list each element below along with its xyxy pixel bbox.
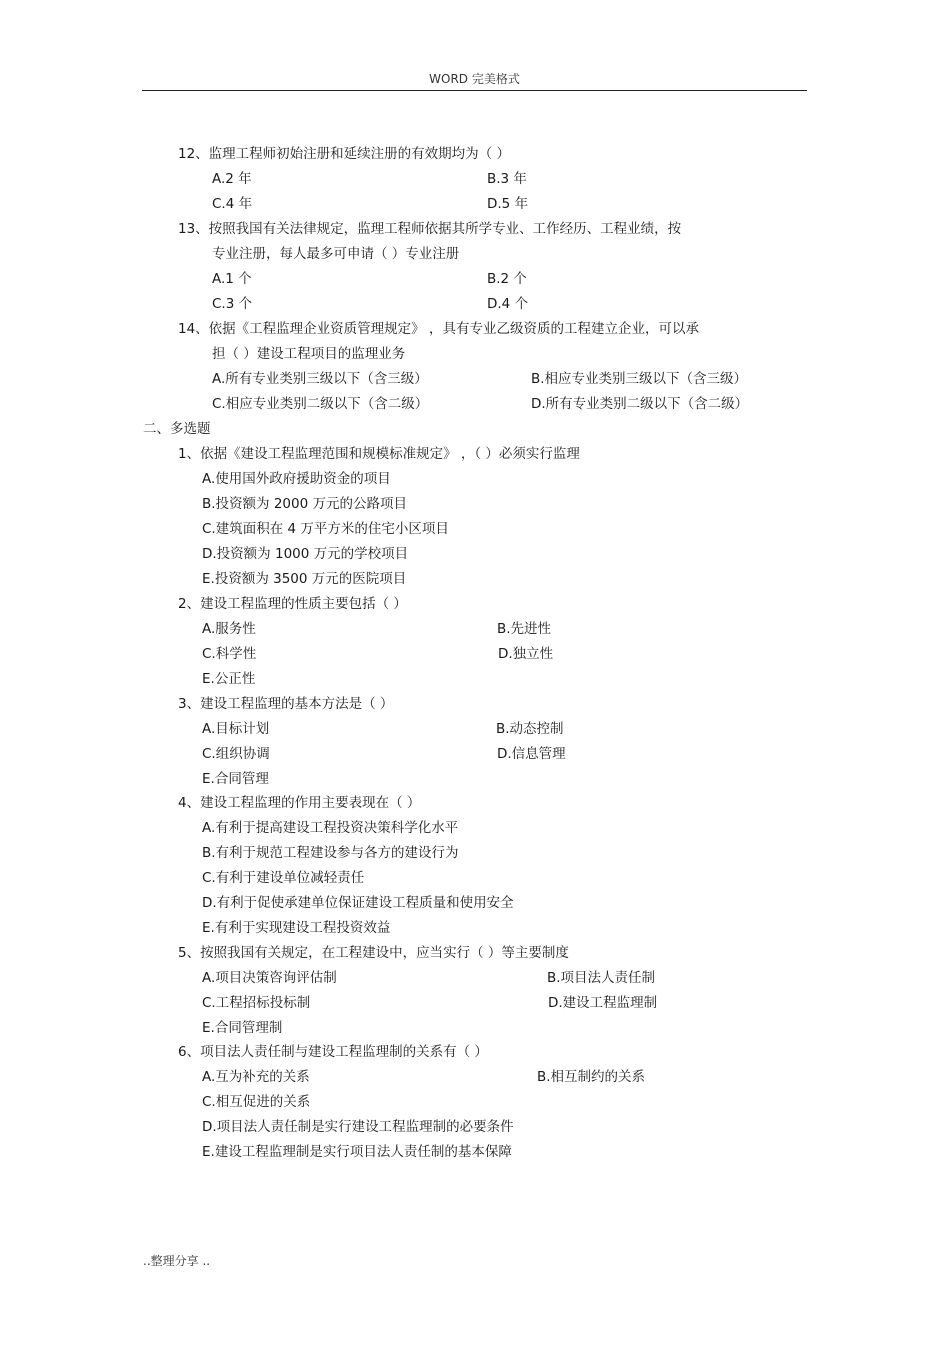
question-12-option-c: C.4 年 [212, 196, 253, 212]
multi-question-4-option-e: E.有利于实现建设工程投资效益 [202, 920, 391, 936]
multi-question-3-stem: 3、建设工程监理的基本方法是（ ） [178, 696, 394, 712]
question-13-option-c: C.3 个 [212, 296, 253, 312]
multi-question-5-option-a: A.项目决策咨询评估制 [202, 970, 337, 986]
question-12-option-d: D.5 年 [487, 196, 529, 212]
multi-question-1-option-b: B.投资额为 2000 万元的公路项目 [202, 496, 407, 512]
multi-question-1-option-e: E.投资额为 3500 万元的医院项目 [202, 571, 407, 587]
multi-question-2-option-b: B.先进性 [497, 621, 552, 637]
question-14-stem-line2: 担（ ）建设工程项目的监理业务 [212, 346, 406, 362]
question-13-option-a: A.1 个 [212, 271, 252, 287]
multi-question-4-option-c: C.有利于建设单位减轻责任 [202, 870, 365, 886]
question-12-option-b: B.3 年 [487, 171, 527, 187]
multi-question-1-option-c: C.建筑面积在 4 万平方米的住宅小区项目 [202, 521, 449, 537]
question-14-option-a: A.所有专业类别三级以下（含三级） [212, 371, 428, 387]
multi-question-4-option-d: D.有利于促使承建单位保证建设工程质量和使用安全 [202, 895, 514, 911]
question-13-stem-line1: 13、按照我国有关法律规定，监理工程师依据其所学专业、工作经历、工程业绩，按 [178, 221, 682, 237]
multi-question-6-stem: 6、项目法人责任制与建设工程监理制的关系有（ ） [178, 1044, 488, 1060]
multi-question-5-stem: 5、按照我国有关规定，在工程建设中，应当实行（ ）等主要制度 [178, 945, 569, 961]
multi-question-1-stem: 1、依据《建设工程监理范围和规模标准规定》 ，（ ）必须实行监理 [178, 446, 580, 462]
multi-question-6-option-c: C.相互促进的关系 [202, 1094, 311, 1110]
question-14-option-b: B.相应专业类别三级以下（含三级） [531, 371, 748, 387]
question-13-option-d: D.4 个 [487, 296, 529, 312]
question-14-option-c: C.相应专业类别二级以下（含二级） [212, 396, 429, 412]
multi-question-5-option-d: D.建设工程监理制 [548, 995, 658, 1011]
multi-question-3-option-d: D.信息管理 [497, 746, 566, 762]
multi-question-2-option-e: E.公正性 [202, 671, 256, 687]
multi-question-5-option-b: B.项目法人责任制 [547, 970, 656, 986]
question-14-stem-line1: 14、依据《工程监理企业资质管理规定》 ，具有专业乙级资质的工程建立企业，可以承 [178, 321, 699, 337]
multi-question-6-option-d: D.项目法人责任制是实行建设工程监理制的必要条件 [202, 1119, 514, 1135]
question-13-stem-line2: 专业注册，每人最多可申请（ ）专业注册 [212, 246, 460, 262]
multi-question-6-option-a: A.互为补充的关系 [202, 1069, 310, 1085]
multi-question-3-option-c: C.组织协调 [202, 746, 270, 762]
multi-question-3-option-a: A.目标计划 [202, 721, 270, 737]
page-header-title: WORD 完美格式 [429, 72, 520, 86]
multi-question-6-option-e: E.建设工程监理制是实行项目法人责任制的基本保障 [202, 1144, 512, 1160]
multi-question-1-option-d: D.投资额为 1000 万元的学校项目 [202, 546, 409, 562]
question-14-option-d: D.所有专业类别二级以下（含二级） [531, 396, 749, 412]
question-12-stem: 12、监理工程师初始注册和延续注册的有效期均为（ ） [178, 146, 510, 162]
multi-question-1-option-a: A.使用国外政府援助资金的项目 [202, 471, 391, 487]
multi-question-4-option-b: B.有利于规范工程建设参与各方的建设行为 [202, 845, 459, 861]
header-divider [142, 90, 807, 91]
section-heading-multiple-choice: 二、多选题 [143, 421, 211, 437]
multi-question-2-stem: 2、建设工程监理的性质主要包括（ ） [178, 596, 407, 612]
multi-question-5-option-e: E.合同管理制 [202, 1020, 283, 1036]
multi-question-2-option-a: A.服务性 [202, 621, 256, 637]
multi-question-2-option-c: C.科学性 [202, 646, 257, 662]
multi-question-3-option-e: E.合同管理 [202, 771, 269, 787]
multi-question-3-option-b: B.动态控制 [496, 721, 564, 737]
multi-question-4-option-a: A.有利于提高建设工程投资决策科学化水平 [202, 820, 459, 836]
multi-question-4-stem: 4、建设工程监理的作用主要表现在（ ） [178, 795, 421, 811]
page-footer-text: ..整理分享 .. [143, 1254, 211, 1268]
question-13-option-b: B.2 个 [487, 271, 527, 287]
multi-question-5-option-c: C.工程招标投标制 [202, 995, 311, 1011]
multi-question-6-option-b: B.相互制约的关系 [537, 1069, 646, 1085]
multi-question-2-option-d: D.独立性 [498, 646, 554, 662]
question-12-option-a: A.2 年 [212, 171, 252, 187]
